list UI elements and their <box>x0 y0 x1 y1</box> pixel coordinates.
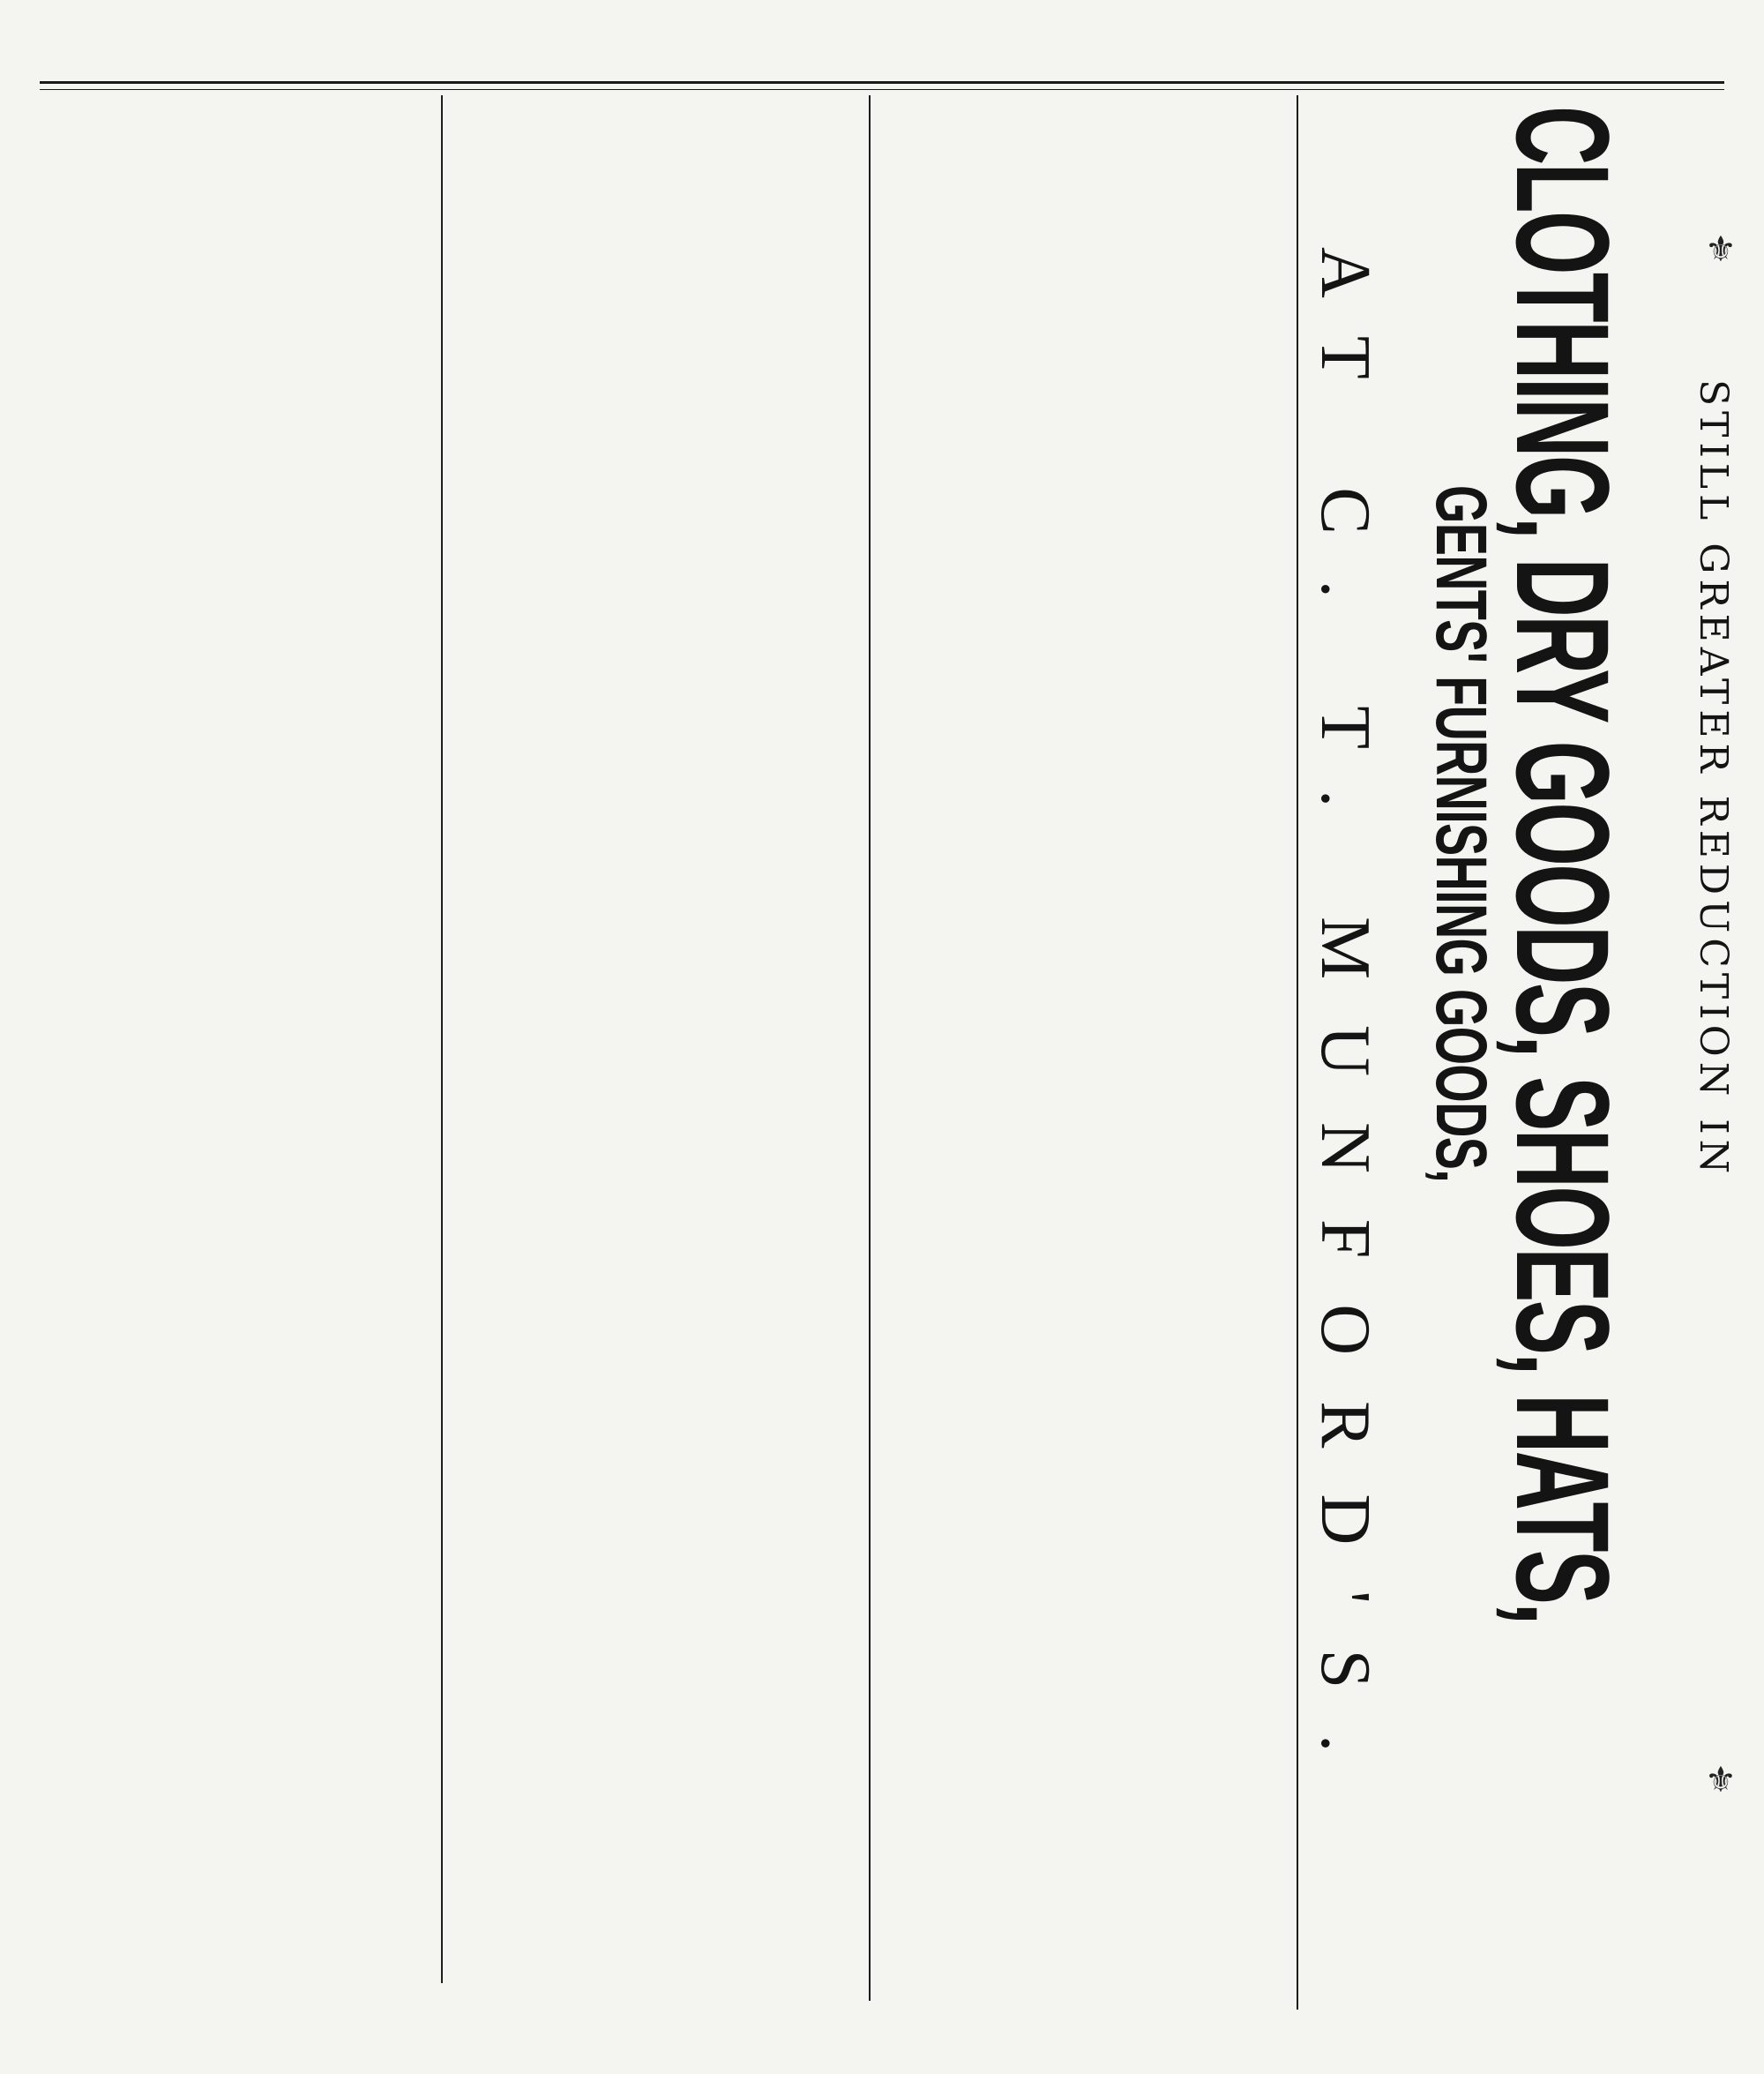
still-greater-reduction-line: STILL GREATER REDUCTION IN <box>1691 379 1736 1179</box>
fleuron-icon-bottom: ⚜ <box>1705 1760 1737 1801</box>
gents-furnishing-line: GENTS' FURNISHING GOODS, <box>1421 485 1501 1183</box>
at-munfords-line: AT C. T. MUNFORD'S. <box>1306 247 1384 1799</box>
munford-advertisement <box>1304 88 1745 2047</box>
column-divider-2 <box>869 95 871 2001</box>
column-divider-3 <box>1297 95 1298 2010</box>
top-rule <box>40 81 1724 84</box>
clothing-dry-goods-line: CLOTHING, DRY GOODS, SHOES, HATS, <box>1489 106 1637 1623</box>
fleuron-icon-top: ⚜ <box>1705 229 1737 270</box>
column-divider-1 <box>441 95 443 1983</box>
